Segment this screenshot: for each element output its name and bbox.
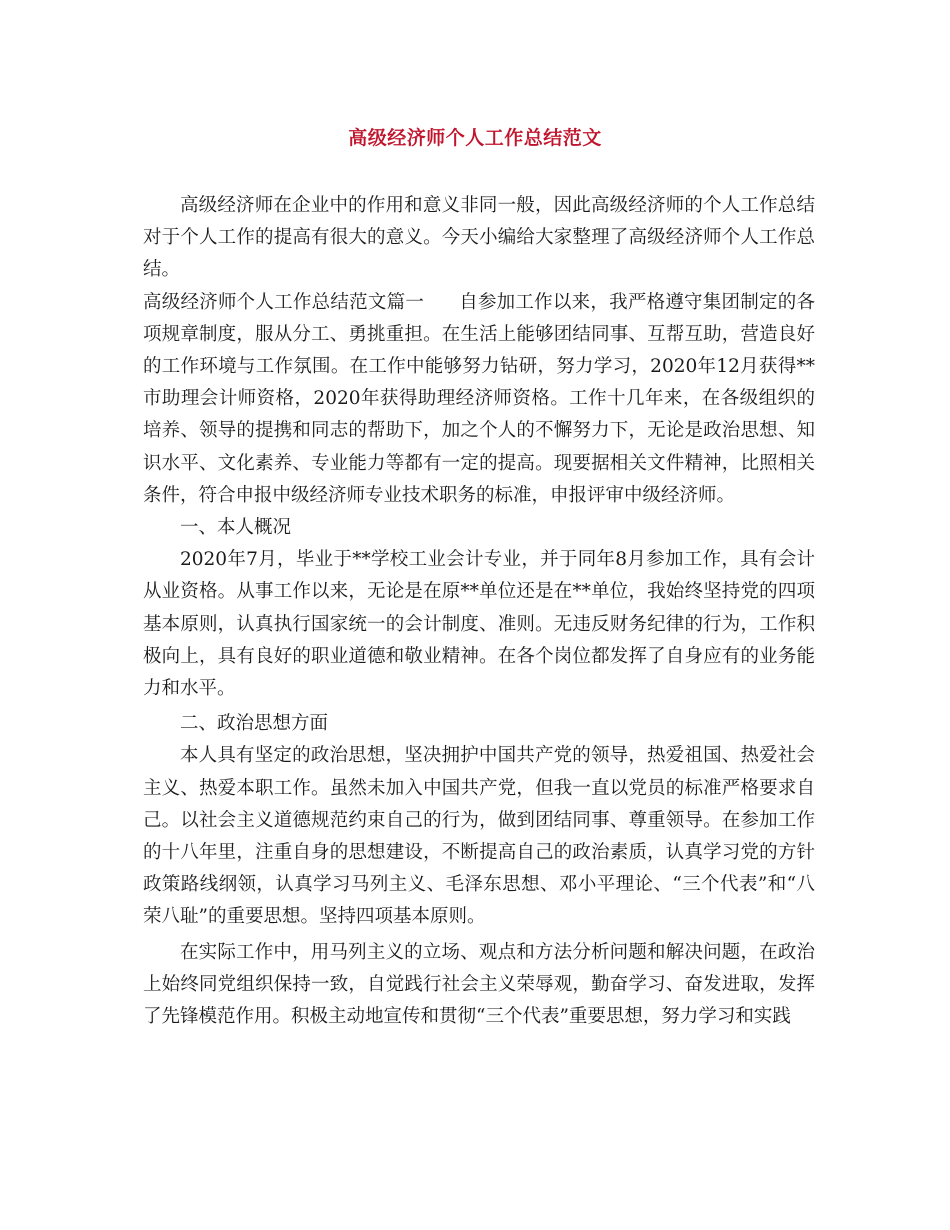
section-body-text: 自参加工作以来，我严格遵守集团制定的各项规章制度，服从分工、勇挑重担。在生活上能够团结同事、互帮互助，营造良好的工作环境与工作氛围。在工作中能够努力钻研，努力学习，2020年12月获得**市助理会计师资格，2020年获得助理经济师资格。工作十几年来，在各级组织的培养、领导的提携和同志的帮助下，加之个人的不懈努力下，无论是政治思想、知识水平、文化素养、专业能力等都有一定的提高。现要据相关文件精神，比照相关条件，符合申报中级经济师专业技术职务的标准，申报评审中级经济师。 [143, 291, 815, 506]
political-paragraph: 本人具有坚定的政治思想，坚决拥护中国共产党的领导，热爱祖国、热爱社会主义、热爱本职工作。虽然未加入中国共产党，但我一直以党员的标准严格要求自己。以社会主义道德规范约束自己的行为，做到团结同事、尊重领导。在参加工作的十八年里，注重自身的思想建设，不断提高自己的政治素质，认真学习党的方针政策路线纲领，认真学习马列主义、毛泽东思想、邓小平理论、“三个代表”和“八荣八耻”的重要思想。坚持四项基本原则。 [143, 745, 815, 928]
heading-overview: 一、本人概况 [180, 517, 292, 539]
section-paragraph [143, 287, 815, 512]
heading-political: 二、政治思想方面 [180, 713, 329, 735]
intro-paragraph: 高级经济师在企业中的作用和意义非同一般，因此高级经济师的个人工作总结对于个人工作的提高有很大的意义。今天小编给大家整理了高级经济师个人工作总结。 [143, 195, 815, 281]
overview-paragraph: 2020年7月，毕业于**学校工业会计专业，并于同年8月参加工作，具有会计从业资格。从事工作以来，无论是在原**单位还是在**单位，我始终坚持党的四项基本原则，认真执行国家统一的会计制度、准则。无违反财务纪律的行为，工作积极向上，具有良好的职业道德和敬业精神。在各个岗位都发挥了自身应有的业务能力和水平。 [143, 549, 815, 700]
document-body [143, 190, 815, 1033]
document-title: 高级经济师个人工作总结范文 [348, 127, 602, 149]
section-label: 高级经济师个人工作总结范文篇一 [143, 291, 425, 313]
practice-paragraph: 在实际工作中，用马列主义的立场、观点和方法分析问题和解决问题，在政治上始终同党组织保持一致，自觉践行社会主义荣辱观，勤奋学习、奋发进取，发挥了先锋模范作用。积极主动地宣传和贯彻“三个代表”重要思想，努力学习和实践 [143, 941, 815, 1028]
